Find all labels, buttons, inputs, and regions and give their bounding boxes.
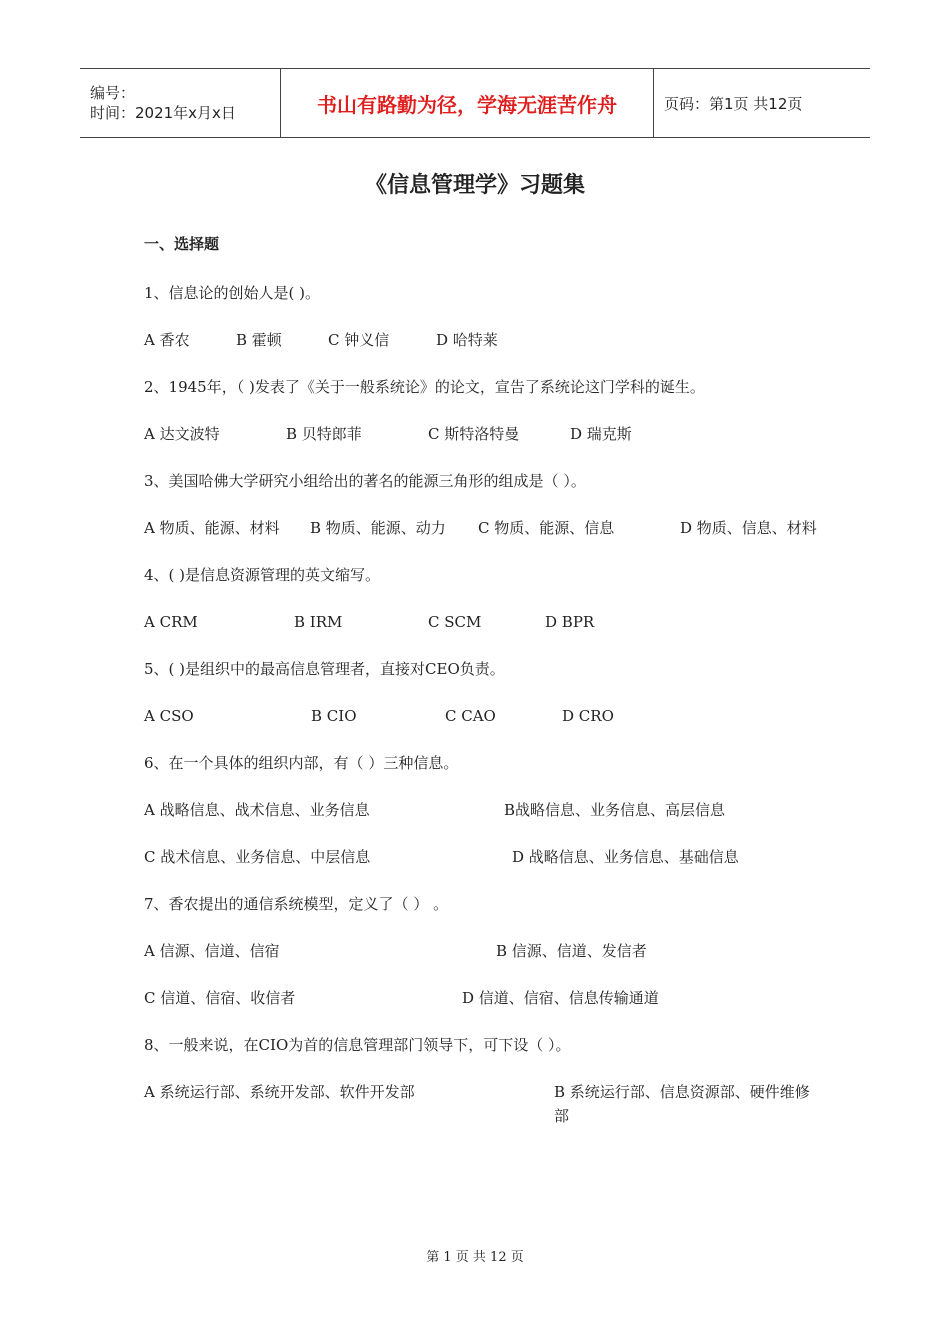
time-label: 时间：2021年x月x日 <box>90 104 236 122</box>
question-6: 6、在一个具体的组织内部，有（ ）三种信息。 <box>144 754 459 772</box>
question-4: 4、( )是信息资源管理的英文缩写。 <box>144 566 381 584</box>
option: D 瑞克斯 <box>570 425 632 443</box>
header-motto: 书山有路勤为径，学海无涯苦作舟 <box>317 92 617 117</box>
question-5: 5、( )是组织中的最高信息管理者，直接对CEO负责。 <box>144 660 505 678</box>
option: B战略信息、业务信息、高层信息 <box>504 801 726 819</box>
question-7: 7、香农提出的通信系统模型，定义了（ ） 。 <box>144 895 449 913</box>
options-4 <box>144 610 824 634</box>
header-motto-cell <box>281 69 654 137</box>
number-label: 编号： <box>90 84 136 102</box>
options-7b <box>144 986 824 1010</box>
question-2: 2、1945年，（ )发表了《关于一般系统论》的论文，宣告了系统论这门学科的诞生。 <box>144 378 705 396</box>
option: B CIO <box>311 707 357 725</box>
option: A CRM <box>144 613 198 631</box>
option: B 物质、能源、动力 <box>310 519 446 537</box>
option: B 信源、信道、发信者 <box>496 942 647 960</box>
document-title: 《信息管理学》习题集 <box>364 173 585 198</box>
options-5 <box>144 704 824 728</box>
section-heading: 一、选择题 <box>144 235 220 253</box>
document-body <box>144 232 824 1151</box>
question-1: 1、信息论的创始人是( )。 <box>144 284 321 302</box>
header-left-cell <box>80 69 281 137</box>
option: C 物质、能源、信息 <box>478 519 615 537</box>
option: A 物质、能源、材料 <box>144 519 280 537</box>
options-6a <box>144 798 824 822</box>
options-3 <box>144 516 824 540</box>
option: A CSO <box>144 707 194 725</box>
question-3: 3、美国哈佛大学研究小组给出的著名的能源三角形的组成是（ ）。 <box>144 472 586 490</box>
page-footer: 第 1 页 共 12 页 <box>426 1250 524 1265</box>
options-1 <box>144 328 824 352</box>
options-8 <box>144 1080 824 1128</box>
option: D BPR <box>545 613 595 631</box>
option: C 战术信息、业务信息、中层信息 <box>144 848 371 866</box>
option: A 香农 <box>144 331 190 349</box>
option: C 钟义信 <box>328 331 390 349</box>
option: C SCM <box>428 613 482 631</box>
page-header <box>80 68 870 138</box>
option: C 信道、信宿、收信者 <box>144 989 296 1007</box>
option: B IRM <box>294 613 343 631</box>
option: D 物质、信息、材料 <box>680 519 817 537</box>
option: B 贝特郎菲 <box>286 425 362 443</box>
options-7a <box>144 939 824 963</box>
question-8: 8、一般来说，在CIO为首的信息管理部门领导下，可下设（ ）。 <box>144 1036 571 1054</box>
option: A 信源、信道、信宿 <box>144 942 280 960</box>
option: A 达文波特 <box>144 425 220 443</box>
option: D 战略信息、业务信息、基础信息 <box>512 848 739 866</box>
option: B 霍顿 <box>236 331 282 349</box>
option: A 系统运行部、系统开发部、软件开发部 <box>144 1083 415 1101</box>
option: A 战略信息、战术信息、业务信息 <box>144 801 370 819</box>
header-right-cell <box>654 69 870 137</box>
options-2 <box>144 422 824 446</box>
option: C CAO <box>445 707 496 725</box>
options-6b <box>144 845 824 869</box>
option: D 信道、信宿、信息传输通道 <box>462 989 659 1007</box>
option: D CRO <box>562 707 614 725</box>
page-info: 页码：第1页 共12页 <box>664 94 803 113</box>
option: B 系统运行部、信息资源部、硬件维修部 <box>554 1083 810 1125</box>
option: C 斯特洛特曼 <box>428 425 520 443</box>
option: D 哈特莱 <box>436 331 498 349</box>
